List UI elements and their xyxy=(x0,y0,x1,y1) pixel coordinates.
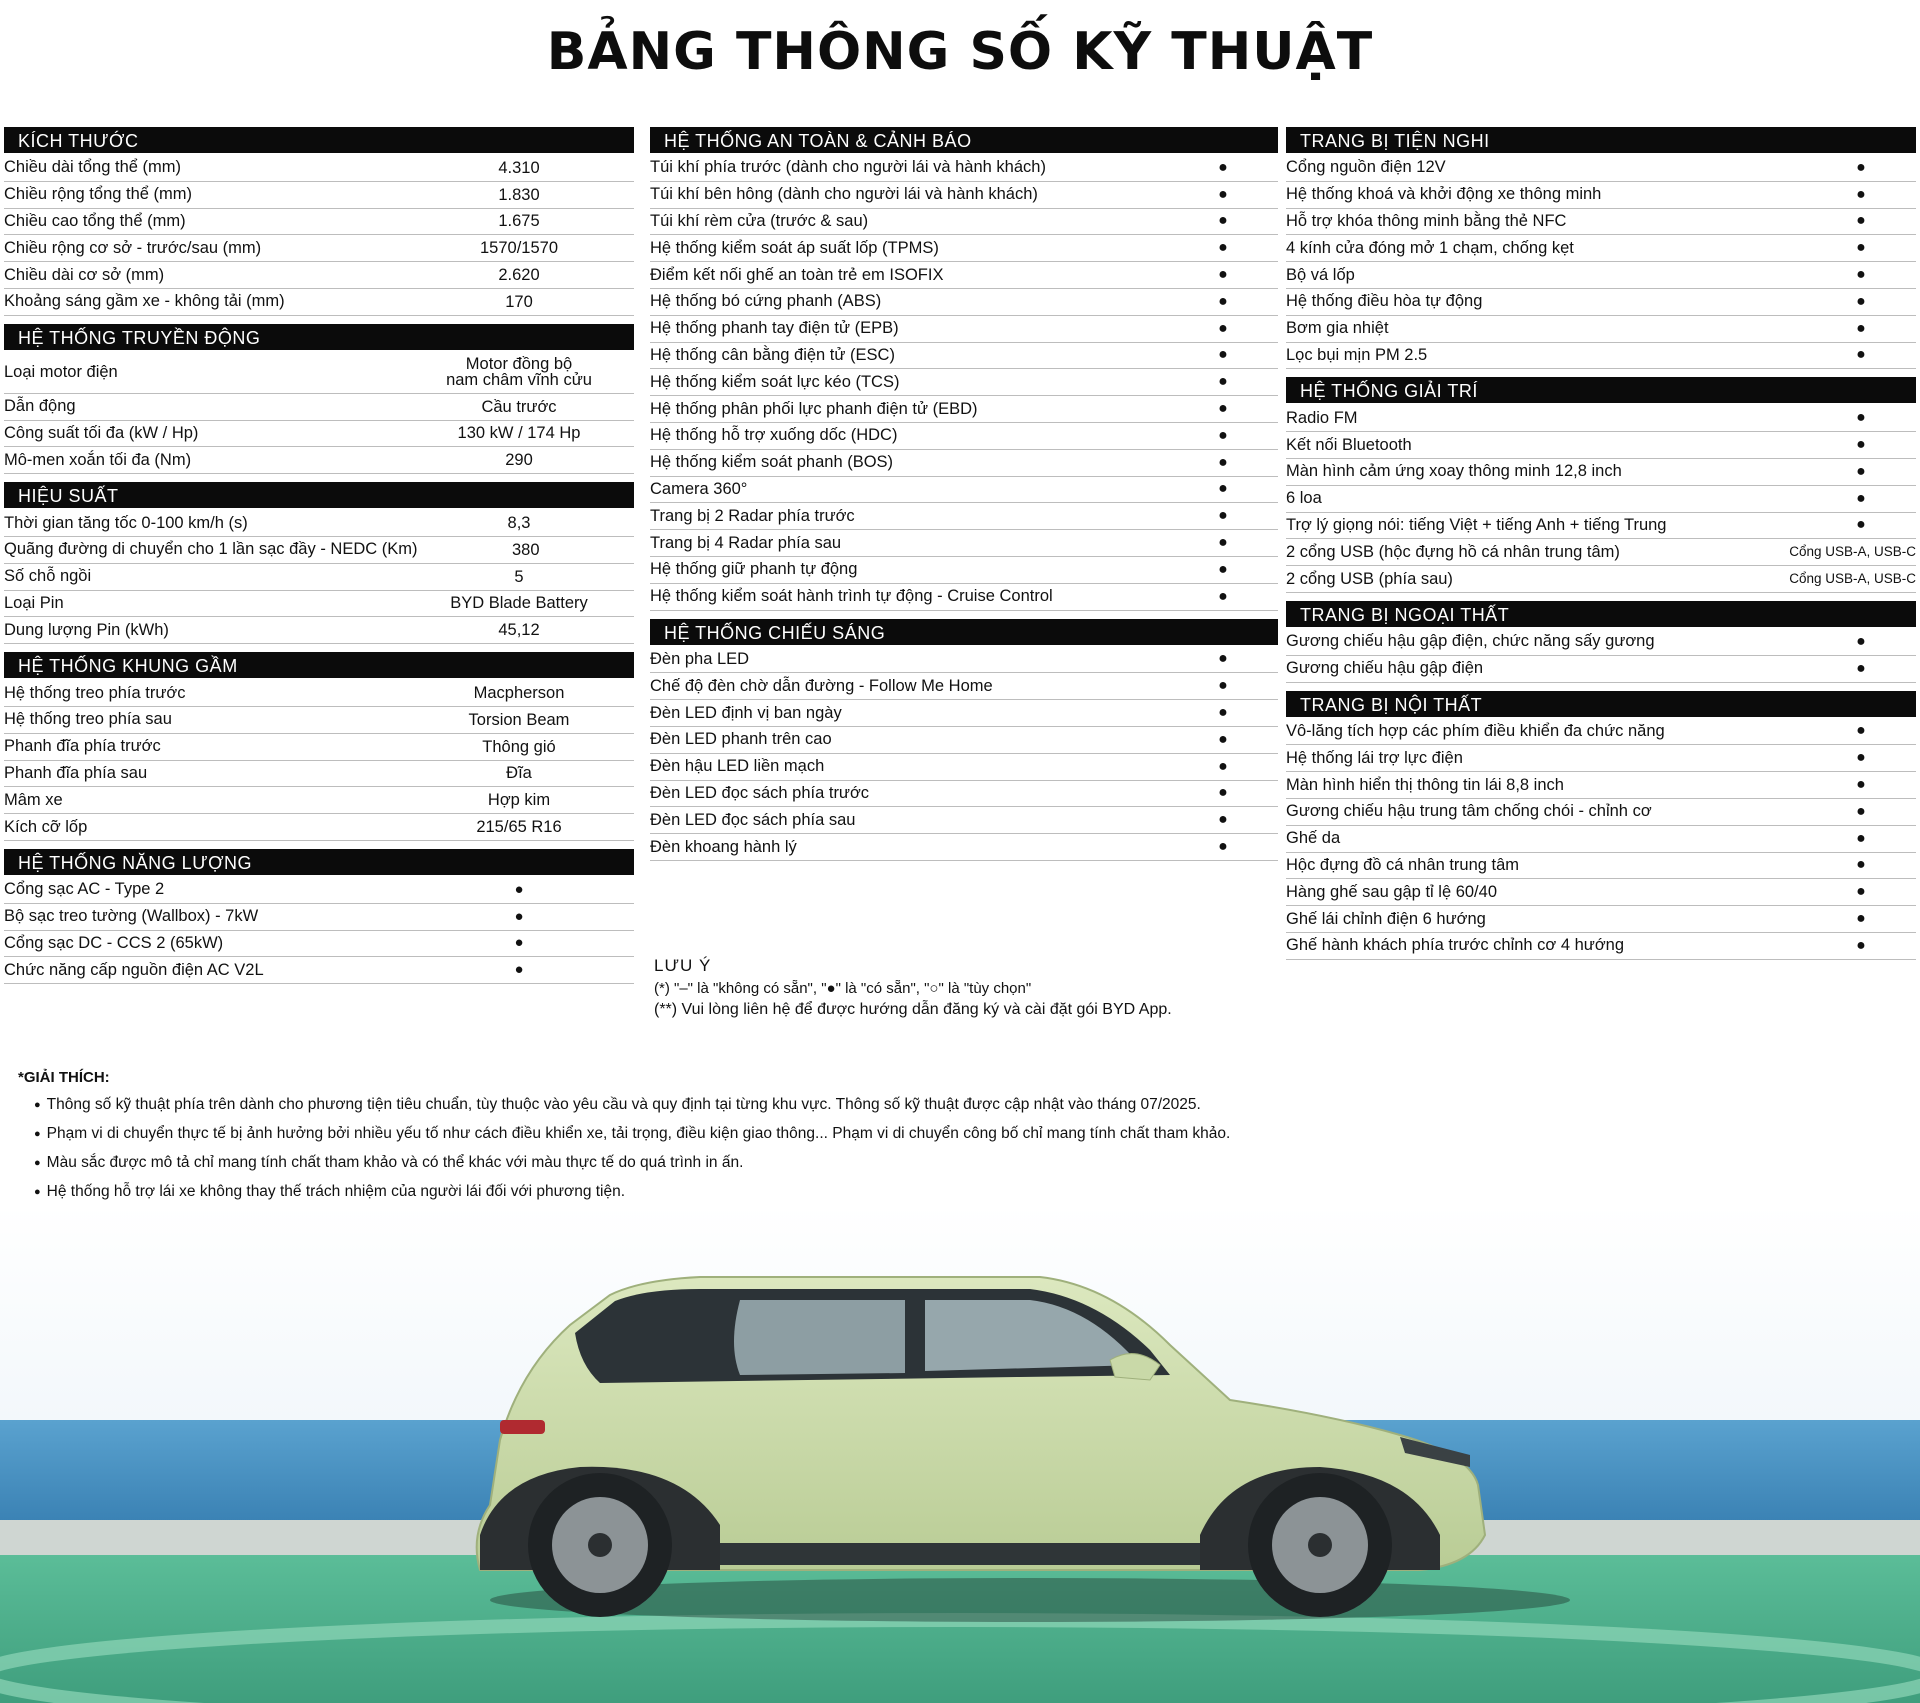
available-dot-icon: ● xyxy=(1856,883,1866,901)
spec-row xyxy=(4,235,634,262)
spec-label: Túi khí bên hông (dành cho người lái và hành khách) xyxy=(650,185,1038,204)
spec-row xyxy=(650,396,1278,423)
available-dot-icon: ● xyxy=(1218,400,1228,418)
spec-row xyxy=(4,761,634,788)
spec-label: Cổng sạc AC - Type 2 xyxy=(4,880,165,899)
available-dot-icon: ● xyxy=(1218,212,1228,230)
spec-row xyxy=(650,557,1278,584)
spec-label: Hàng ghế sau gập tỉ lệ 60/40 xyxy=(1286,882,1497,901)
spec-row xyxy=(4,447,634,474)
spec-label: Hệ thống bó cứng phanh (ABS) xyxy=(650,292,882,311)
spec-row xyxy=(4,957,634,984)
spec-label: Hệ thống kiểm soát phanh (BOS) xyxy=(650,453,894,472)
spec-row xyxy=(1286,155,1916,182)
spec-label: Lọc bụi mịn PM 2.5 xyxy=(1286,345,1428,364)
spec-row xyxy=(4,734,634,761)
spec-label: Chế độ đèn chờ dẫn đường - Follow Me Home xyxy=(650,676,993,695)
spec-value: Motor đồng bộ nam châm vĩnh cửu xyxy=(446,355,592,390)
spec-label: Đèn LED đọc sách phía sau xyxy=(650,810,856,829)
spec-label: Thời gian tăng tốc 0-100 km/h (s) xyxy=(4,513,248,532)
spec-row xyxy=(650,647,1278,674)
section-he-thong-nang-luong xyxy=(4,849,634,984)
section-header: HỆ THỐNG KHUNG GẦM xyxy=(4,652,634,678)
spec-row xyxy=(1286,566,1916,593)
available-dot-icon: ● xyxy=(1218,534,1228,552)
spec-label: Bơm gia nhiệt xyxy=(1286,319,1389,338)
available-dot-icon: ● xyxy=(1218,426,1228,444)
available-dot-icon: ● xyxy=(514,934,524,952)
available-dot-icon: ● xyxy=(1856,632,1866,650)
section-header: HỆ THỐNG GIẢI TRÍ xyxy=(1286,377,1916,403)
available-dot-icon: ● xyxy=(514,880,524,898)
available-dot-icon: ● xyxy=(1856,319,1866,337)
available-dot-icon: ● xyxy=(1218,507,1228,525)
available-dot-icon: ● xyxy=(1218,292,1228,310)
spec-row xyxy=(4,680,634,707)
spec-row xyxy=(650,530,1278,557)
spec-value: 380 xyxy=(511,540,540,559)
spec-row xyxy=(1286,906,1916,933)
spec-row xyxy=(4,421,634,448)
section-trang-bi-tien-nghi xyxy=(1286,127,1916,369)
available-dot-icon: ● xyxy=(1218,158,1228,176)
available-dot-icon: ● xyxy=(1218,757,1228,775)
spec-label: Gương chiếu hậu gập điện, chức năng sấy gương xyxy=(1286,632,1655,651)
spec-row xyxy=(650,503,1278,530)
spec-row xyxy=(4,617,634,644)
spec-row xyxy=(1286,745,1916,772)
available-dot-icon: ● xyxy=(1856,436,1866,454)
available-dot-icon: ● xyxy=(1218,480,1228,498)
note-line-2: (**) Vui lòng liên hệ để được hướng dẫn đăng ký và cài đặt gói BYD App. xyxy=(654,1001,1172,1018)
spec-label: Túi khí rèm cửa (trước & sau) xyxy=(650,211,869,230)
available-dot-icon: ● xyxy=(1218,811,1228,829)
spec-label: Đèn khoang hành lý xyxy=(650,837,797,856)
spec-value: 1.830 xyxy=(498,185,540,204)
spec-row xyxy=(4,262,634,289)
spec-value: 4.310 xyxy=(498,158,540,177)
spec-row xyxy=(650,673,1278,700)
spec-row xyxy=(1286,539,1916,566)
spec-label: Đèn LED định vị ban ngày xyxy=(650,703,842,722)
spec-label: Chiều rộng cơ sở - trước/sau (mm) xyxy=(4,238,262,257)
explanation-item: ● Hệ thống hỗ trợ lái xe không thay thế trách nhiệm của người lái đối với phương tiện. xyxy=(34,1178,1898,1207)
spec-label: 2 cổng USB (phía sau) xyxy=(1286,569,1453,588)
spec-label: Chức năng cấp nguồn điện AC V2L xyxy=(4,960,264,979)
spec-label: Hệ thống phân phối lực phanh điện tử (EBD) xyxy=(650,399,978,418)
spec-label: Chiều cao tổng thể (mm) xyxy=(4,211,186,230)
spec-row xyxy=(1286,719,1916,746)
spec-label: Kích cỡ lốp xyxy=(4,817,88,836)
spec-label: Chiều dài cơ sở (mm) xyxy=(4,265,165,284)
available-dot-icon: ● xyxy=(1218,373,1228,391)
spec-label: Hệ thống khoá và khởi động xe thông minh xyxy=(1286,185,1602,204)
spec-label: 2 cổng USB (hộc đựng hồ cá nhân trung tâm) xyxy=(1286,542,1620,561)
available-dot-icon: ● xyxy=(1218,650,1228,668)
spec-row xyxy=(650,423,1278,450)
section-header: HIỆU SUẤT xyxy=(4,482,634,508)
spec-label: Bộ vá lốp xyxy=(1286,265,1355,284)
section-header: TRANG BỊ TIỆN NGHI xyxy=(1286,127,1916,153)
spec-row xyxy=(650,289,1278,316)
available-dot-icon: ● xyxy=(1218,704,1228,722)
spec-row xyxy=(650,155,1278,182)
section-header: TRANG BỊ NGOẠI THẤT xyxy=(1286,601,1916,627)
section-header: HỆ THỐNG NĂNG LƯỢNG xyxy=(4,849,634,875)
spec-row xyxy=(1286,853,1916,880)
spec-label: Số chỗ ngồi xyxy=(4,567,92,586)
spec-label: Hệ thống lái trợ lực điện xyxy=(1286,748,1463,767)
spec-label: Hệ thống treo phía sau xyxy=(4,710,172,729)
section-header: HỆ THỐNG TRUYỀN ĐỘNG xyxy=(4,324,634,350)
spec-label: Hộc đựng đồ cá nhân trung tâm xyxy=(1286,855,1520,874)
spec-label: Đèn LED đọc sách phía trước xyxy=(650,783,870,802)
spec-value: 5 xyxy=(514,567,524,586)
spec-label: Phanh đĩa phía trước xyxy=(4,737,161,756)
explanation-item: ● Màu sắc được mô tả chỉ mang tính chất tham khảo và có thể khác với màu thực tế do quá trình in ấn. xyxy=(34,1149,1898,1178)
spec-label: Ghế hành khách phía trước chỉnh cơ 4 hướng xyxy=(1286,936,1624,955)
spec-value: 170 xyxy=(505,292,533,311)
spec-label: Chiều dài tổng thể (mm) xyxy=(4,158,181,177)
spec-row xyxy=(4,510,634,537)
spec-row xyxy=(1286,826,1916,853)
spec-label: Loại Pin xyxy=(4,593,64,612)
available-dot-icon: ● xyxy=(1856,212,1866,230)
spec-label: Gương chiếu hậu trung tâm chống chói - chỉnh cơ xyxy=(1286,802,1652,821)
spec-row xyxy=(1286,182,1916,209)
spec-label: Radio FM xyxy=(1286,408,1358,427)
spec-label: Gương chiếu hậu gập điện xyxy=(1286,659,1484,678)
available-dot-icon: ● xyxy=(1856,516,1866,534)
section-header: TRANG BỊ NỘI THẤT xyxy=(1286,691,1916,717)
spec-label: Ghế da xyxy=(1286,829,1341,848)
section-he-thong-chieu-sang xyxy=(650,619,1278,861)
available-dot-icon: ● xyxy=(1856,936,1866,954)
spec-label: Hệ thống phanh tay điện tử (EPB) xyxy=(650,319,899,338)
available-dot-icon: ● xyxy=(1856,239,1866,257)
spec-row xyxy=(650,235,1278,262)
spec-row xyxy=(650,807,1278,834)
spec-value: 45,12 xyxy=(498,621,540,640)
spec-row xyxy=(4,707,634,734)
section-he-thong-giai-tri xyxy=(1286,377,1916,593)
spec-column-1 xyxy=(4,127,634,992)
available-dot-icon: ● xyxy=(1218,838,1228,856)
car-window-rear xyxy=(734,1300,905,1375)
spec-label: Hệ thống treo phía trước xyxy=(4,683,186,702)
spec-label: Kết nối Bluetooth xyxy=(1286,435,1412,454)
spec-row xyxy=(1286,799,1916,826)
spec-label: Trợ lý giọng nói: tiếng Việt + tiếng Anh + tiếng Trung xyxy=(1286,515,1667,534)
section-trang-bi-ngoai-that xyxy=(1286,601,1916,683)
note-line-1: (*) "–" là "không có sẵn", "●" là "có sẵn", "○" là "tùy chọn" xyxy=(654,980,1032,997)
note-block xyxy=(654,955,1274,1020)
spec-row xyxy=(1286,933,1916,960)
available-dot-icon: ● xyxy=(1856,856,1866,874)
spec-label: Phanh đĩa phía sau xyxy=(4,763,148,782)
explanation-title: *GIẢI THÍCH: xyxy=(18,1069,110,1086)
spec-label: Màn hình hiển thị thông tin lái 8,8 inch xyxy=(1286,775,1564,794)
spec-label: Hệ thống kiểm soát hành trình tự động - Cruise Control xyxy=(650,587,1053,606)
spec-row xyxy=(650,834,1278,861)
spec-label: 4 kính cửa đóng mở 1 chạm, chống kẹt xyxy=(1286,238,1574,257)
spec-label: Chiều rộng tổng thể (mm) xyxy=(4,185,193,204)
spec-value: 215/65 R16 xyxy=(476,818,562,837)
section-header: KÍCH THƯỚC xyxy=(4,127,634,153)
section-hieu-suat xyxy=(4,482,634,644)
section-kich-thuoc xyxy=(4,127,634,316)
spec-row xyxy=(650,316,1278,343)
available-dot-icon: ● xyxy=(1218,346,1228,364)
available-dot-icon: ● xyxy=(1218,587,1228,605)
spec-label: Hệ thống kiểm soát lực kéo (TCS) xyxy=(650,372,900,391)
spec-label: Đèn pha LED xyxy=(650,649,750,668)
spec-row xyxy=(1286,209,1916,236)
tail-light xyxy=(500,1420,545,1434)
available-dot-icon: ● xyxy=(514,907,524,925)
spec-row xyxy=(1286,289,1916,316)
spec-label: Vô-lăng tích hợp các phím điều khiển đa chức năng xyxy=(1286,721,1665,740)
available-dot-icon: ● xyxy=(1856,462,1866,480)
spec-row xyxy=(1286,656,1916,683)
spec-row xyxy=(1286,405,1916,432)
spec-row xyxy=(1286,879,1916,906)
spec-row xyxy=(650,343,1278,370)
spec-label: Đèn LED phanh trên cao xyxy=(650,730,832,749)
available-dot-icon: ● xyxy=(1218,453,1228,471)
spec-label: Điểm kết nối ghế an toàn trẻ em ISOFIX xyxy=(650,265,944,284)
explanation-item: ● Thông số kỹ thuật phía trên dành cho phương tiện tiêu chuẩn, tùy thuộc vào yêu cầu và quy định tại từng khu vực. Thông số kỹ thuật được cập nhật vào tháng 07/2025. xyxy=(34,1091,1898,1120)
spec-label: Loại motor điện xyxy=(4,362,118,381)
available-dot-icon: ● xyxy=(1856,749,1866,767)
available-dot-icon: ● xyxy=(1218,266,1228,284)
spec-row xyxy=(4,155,634,182)
section-he-thong-truyen-dong xyxy=(4,324,634,474)
spec-label: Quãng đường di chuyển cho 1 lần sạc đầy - NEDC (Km) xyxy=(4,540,418,559)
spec-value: 290 xyxy=(505,451,533,470)
spec-row xyxy=(650,781,1278,808)
spec-row xyxy=(650,369,1278,396)
spec-value: Đĩa xyxy=(506,764,532,783)
spec-value: Macpherson xyxy=(473,684,565,703)
available-dot-icon: ● xyxy=(1218,319,1228,337)
spec-row xyxy=(1286,486,1916,513)
spec-row xyxy=(1286,235,1916,262)
car-scene xyxy=(0,1205,1920,1703)
spec-label: Công suất tối đa (kW / Hp) xyxy=(4,423,199,442)
spec-label: Túi khí phía trước (dành cho người lái và hành khách) xyxy=(650,158,1046,177)
available-dot-icon: ● xyxy=(1218,185,1228,203)
spec-column-2 xyxy=(650,127,1278,869)
rear-hub xyxy=(588,1533,612,1557)
spec-row xyxy=(650,754,1278,781)
available-dot-icon: ● xyxy=(1218,560,1228,578)
spec-value: Cổng USB-A, USB-C xyxy=(1789,571,1916,587)
available-dot-icon: ● xyxy=(1856,489,1866,507)
available-dot-icon: ● xyxy=(1218,239,1228,257)
spec-row xyxy=(4,182,634,209)
section-trang-bi-noi-that xyxy=(1286,691,1916,960)
spec-row xyxy=(650,450,1278,477)
spec-row xyxy=(650,700,1278,727)
spec-row xyxy=(4,591,634,618)
spec-label: Đèn hậu LED liền mạch xyxy=(650,757,825,776)
spec-label: Hệ thống hỗ trợ xuống dốc (HDC) xyxy=(650,426,898,445)
available-dot-icon: ● xyxy=(1856,829,1866,847)
spec-row xyxy=(1286,343,1916,370)
spec-row xyxy=(650,727,1278,754)
section-header: HỆ THỐNG AN TOÀN & CẢNH BÁO xyxy=(650,127,1278,153)
spec-row xyxy=(1286,513,1916,540)
spec-row xyxy=(4,394,634,421)
spec-label: Hệ thống cân bằng điện tử (ESC) xyxy=(650,345,895,364)
available-dot-icon: ● xyxy=(1856,722,1866,740)
spec-value: 130 kW / 174 Hp xyxy=(457,424,581,443)
explanation-item: ● Phạm vi di chuyển thực tế bị ảnh hưởng bởi nhiều yếu tố như cách điều khiển xe, tải trọng, điều kiện giao thông... Phạm vi di chuyển công bố chỉ mang tính chất tham khảo. xyxy=(34,1120,1898,1149)
side-skirt xyxy=(720,1543,1200,1565)
spec-row xyxy=(4,904,634,931)
spec-label: Màn hình cảm ứng xoay thông minh 12,8 inch xyxy=(1286,462,1622,481)
spec-value: Torsion Beam xyxy=(468,710,570,729)
spec-row xyxy=(1286,629,1916,656)
available-dot-icon: ● xyxy=(1856,409,1866,427)
spec-label: Hỗ trợ khóa thông minh bằng thẻ NFC xyxy=(1286,211,1567,230)
spec-value: Thông gió xyxy=(482,737,556,756)
spec-label: Hệ thống giữ phanh tự động xyxy=(650,560,858,579)
car-illustration xyxy=(0,1205,1920,1703)
spec-row xyxy=(1286,459,1916,486)
spec-value: 2.620 xyxy=(498,266,540,285)
note-title: LƯU Ý xyxy=(654,956,712,975)
spec-label: Mô-men xoắn tối đa (Nm) xyxy=(4,450,192,469)
available-dot-icon: ● xyxy=(1856,346,1866,364)
spec-value: 8,3 xyxy=(507,514,531,533)
spec-row xyxy=(1286,432,1916,459)
available-dot-icon: ● xyxy=(1856,158,1866,176)
spec-value: BYD Blade Battery xyxy=(450,594,588,613)
spec-label: Trang bị 2 Radar phía trước xyxy=(650,506,855,525)
spec-value: Cổng USB-A, USB-C xyxy=(1789,544,1916,560)
spec-label: Camera 360° xyxy=(650,479,748,498)
spec-row xyxy=(4,931,634,958)
spec-row xyxy=(4,787,634,814)
available-dot-icon: ● xyxy=(1856,659,1866,677)
spec-row xyxy=(4,877,634,904)
available-dot-icon: ● xyxy=(1856,266,1866,284)
available-dot-icon: ● xyxy=(1856,802,1866,820)
spec-value: Hợp kim xyxy=(487,791,551,810)
spec-value: 1570/1570 xyxy=(480,239,558,258)
spec-label: Trang bị 4 Radar phía sau xyxy=(650,533,842,552)
spec-row xyxy=(4,564,634,591)
spec-row xyxy=(650,209,1278,236)
available-dot-icon: ● xyxy=(1218,730,1228,748)
spec-label: Hệ thống điều hòa tự động xyxy=(1286,292,1483,311)
available-dot-icon: ● xyxy=(1856,910,1866,928)
spec-label: Cổng nguồn điện 12V xyxy=(1286,158,1446,177)
spec-row xyxy=(4,289,634,316)
spec-row xyxy=(4,537,634,564)
spec-label: Bộ sạc treo tường (Wallbox) - 7kW xyxy=(4,907,259,926)
spec-label: Ghế lái chỉnh điện 6 hướng xyxy=(1286,909,1486,928)
available-dot-icon: ● xyxy=(514,961,524,979)
spec-label: Hệ thống kiểm soát áp suất lốp (TPMS) xyxy=(650,238,939,257)
available-dot-icon: ● xyxy=(1856,776,1866,794)
available-dot-icon: ● xyxy=(1856,185,1866,203)
available-dot-icon: ● xyxy=(1218,677,1228,695)
spec-row xyxy=(4,352,634,394)
spec-row xyxy=(650,477,1278,504)
spec-row xyxy=(650,584,1278,611)
spec-row xyxy=(4,814,634,841)
section-he-thong-an-toan-canh-bao xyxy=(650,127,1278,611)
section-he-thong-khung-gam xyxy=(4,652,634,841)
spec-label: Dung lượng Pin (kWh) xyxy=(4,620,169,639)
page-title: BẢNG THÔNG SỐ KỸ THUẬT xyxy=(546,22,1374,82)
spec-row xyxy=(1286,772,1916,799)
spec-label: Khoảng sáng gầm xe - không tải (mm) xyxy=(4,292,285,311)
spec-label: Cổng sạc DC - CCS 2 (65kW) xyxy=(4,933,224,952)
spec-row xyxy=(1286,316,1916,343)
spec-value: 1.675 xyxy=(498,212,540,231)
available-dot-icon: ● xyxy=(1856,292,1866,310)
spec-value: Cầu trước xyxy=(481,397,557,416)
section-header: HỆ THỐNG CHIẾU SÁNG xyxy=(650,619,1278,645)
available-dot-icon: ● xyxy=(1218,784,1228,802)
spec-label: Mâm xe xyxy=(4,790,63,809)
spec-row xyxy=(4,209,634,236)
spec-row xyxy=(650,262,1278,289)
spec-label: Dẫn động xyxy=(4,397,76,416)
spec-row xyxy=(1286,262,1916,289)
spec-label: 6 loa xyxy=(1286,489,1322,508)
front-hub xyxy=(1308,1533,1332,1557)
spec-row xyxy=(650,182,1278,209)
spec-column-3 xyxy=(1286,127,1916,968)
